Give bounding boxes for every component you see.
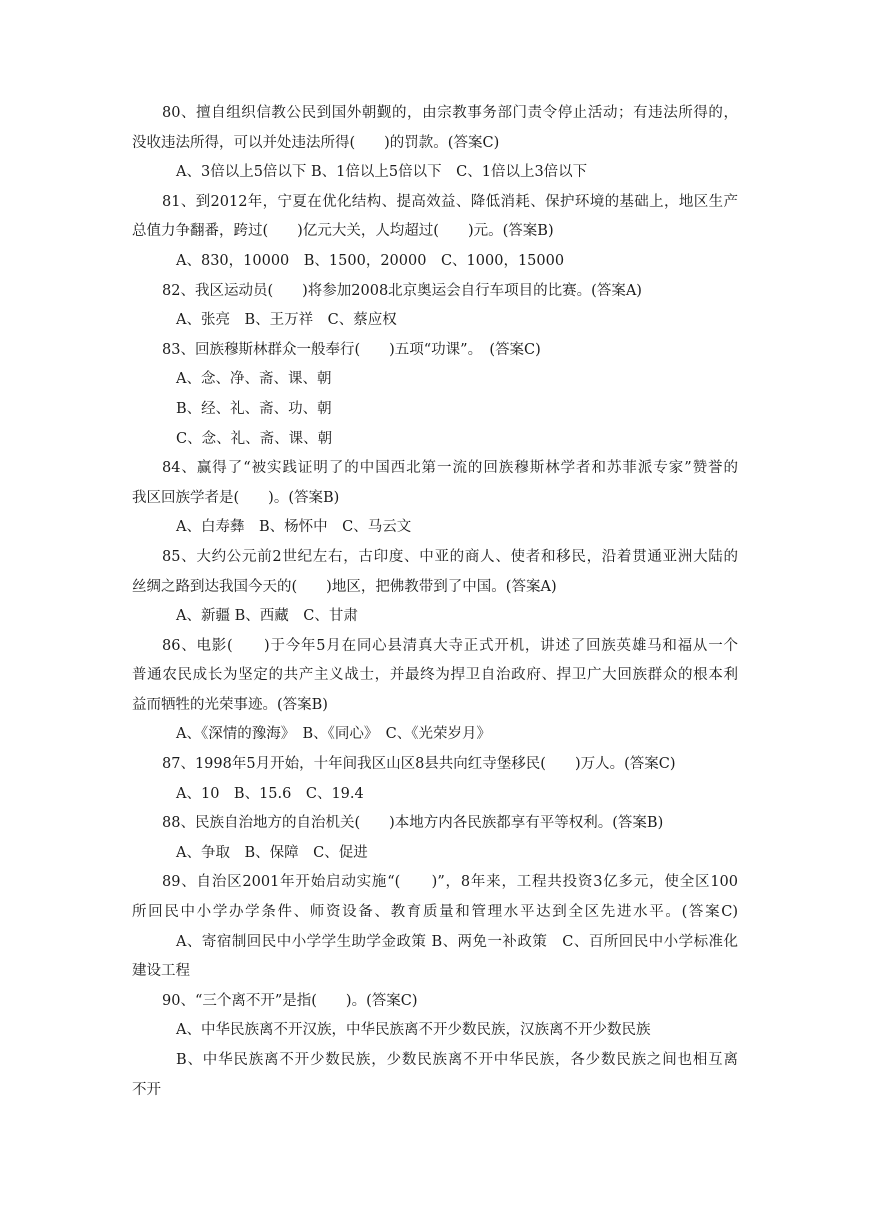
option-line: A、新疆 B、西藏 C、甘肃 [176, 608, 358, 625]
continuation-line: 建设工程 [132, 963, 190, 980]
option-line: A、寄宿制回民中小学学生助学金政策 B、两免一补政策 C、百所回民中小学标准化 [176, 933, 738, 950]
question-line: 88、民族自治地方的自治机关( )本地方内各民族都享有平等权利。(答案B) [162, 815, 664, 832]
continuation-line: 我区回族学者是( )。(答案B) [132, 489, 340, 506]
option-line: B、经、礼、斋、功、朝 [176, 400, 332, 417]
question-line: 84、赢得了“被实践证明了的中国西北第一流的回族穆斯林学者和苏菲派专家”赞誉的 [162, 460, 738, 477]
option-line: A、中华民族离不开汉族，中华民族离不开少数民族，汉族离不开少数民族 [176, 1022, 651, 1039]
option-line: A、争取 B、保障 C、促进 [176, 844, 368, 861]
question-line: 89、自治区2001年开始启动实施“( )”，8年来，工程共投资3亿多元，使全区100 [162, 874, 738, 891]
option-line: A、张亮 B、王万祥 C、蔡应权 [176, 312, 397, 329]
continuation-line: 总值力争翻番，跨过( )亿元大关，人均超过( )元。(答案B) [132, 223, 554, 240]
question-line: 82、我区运动员( )将参加2008北京奥运会自行车项目的比赛。(答案A) [162, 282, 642, 299]
question-line: 81、到2012年，宁夏在优化结构、提高效益、降低消耗、保护环境的基础上，地区生产 [162, 193, 738, 210]
continuation-line: 不开 [132, 1081, 161, 1098]
question-line: 87、1998年5月开始，十年间我区山区8县共向红寺堡移民( )万人。(答案C) [162, 756, 676, 773]
continuation-line: 没收违法所得，可以并处违法所得( )的罚款。(答案C) [132, 134, 500, 151]
continuation-line: 益而牺牲的光荣事迹。(答案B) [132, 696, 328, 713]
option-line: A、念、净、斋、课、朝 [176, 371, 332, 388]
question-list [132, 99, 738, 1105]
option-line: B、中华民族离不开少数民族，少数民族离不开中华民族，各少数民族之间也相互离 [176, 1052, 738, 1068]
option-line: A、《深情的豫海》 B、《同心》 C、《光荣岁月》 [176, 726, 491, 743]
question-line: 83、回族穆斯林群众一般奉行( )五项“功课”。 (答案C) [162, 341, 541, 358]
continuation-line: 所回民中小学办学条件、师资设备、教育质量和管理水平达到全区先进水平。(答案C) [132, 904, 738, 921]
option-line: A、830，10000 B、1500，20000 C、1000，15000 [176, 252, 565, 269]
continuation-line: 丝绸之路到达我国今天的( )地区，把佛教带到了中国。(答案A) [132, 578, 557, 595]
question-line: 86、电影( )于今年5月在同心县清真大寺正式开机，讲述了回族英雄马和福从一个 [162, 637, 738, 654]
question-line: 80、擅自组织信教公民到国外朝觐的，由宗教事务部门责令停止活动；有违法所得的， [162, 105, 738, 121]
question-line: 90、“三个离不开”是指( )。(答案C) [162, 992, 418, 1009]
option-line: A、3倍以上5倍以下 B、1倍以上5倍以下 C、1倍以上3倍以下 [176, 164, 588, 181]
option-line: C、念、礼、斋、课、朝 [176, 430, 333, 447]
option-line: A、10 B、15.6 C、19.4 [176, 785, 364, 802]
question-line: 85、大约公元前2世纪左右，古印度、中亚的商人、使者和移民，沿着贯通亚洲大陆的 [162, 548, 738, 565]
option-line: A、白寿彝 B、杨怀中 C、马云文 [176, 519, 412, 536]
continuation-line: 普通农民成长为坚定的共产主义战士，并最终为捍卫自治政府、捍卫广大回族群众的根本利 [132, 667, 738, 684]
